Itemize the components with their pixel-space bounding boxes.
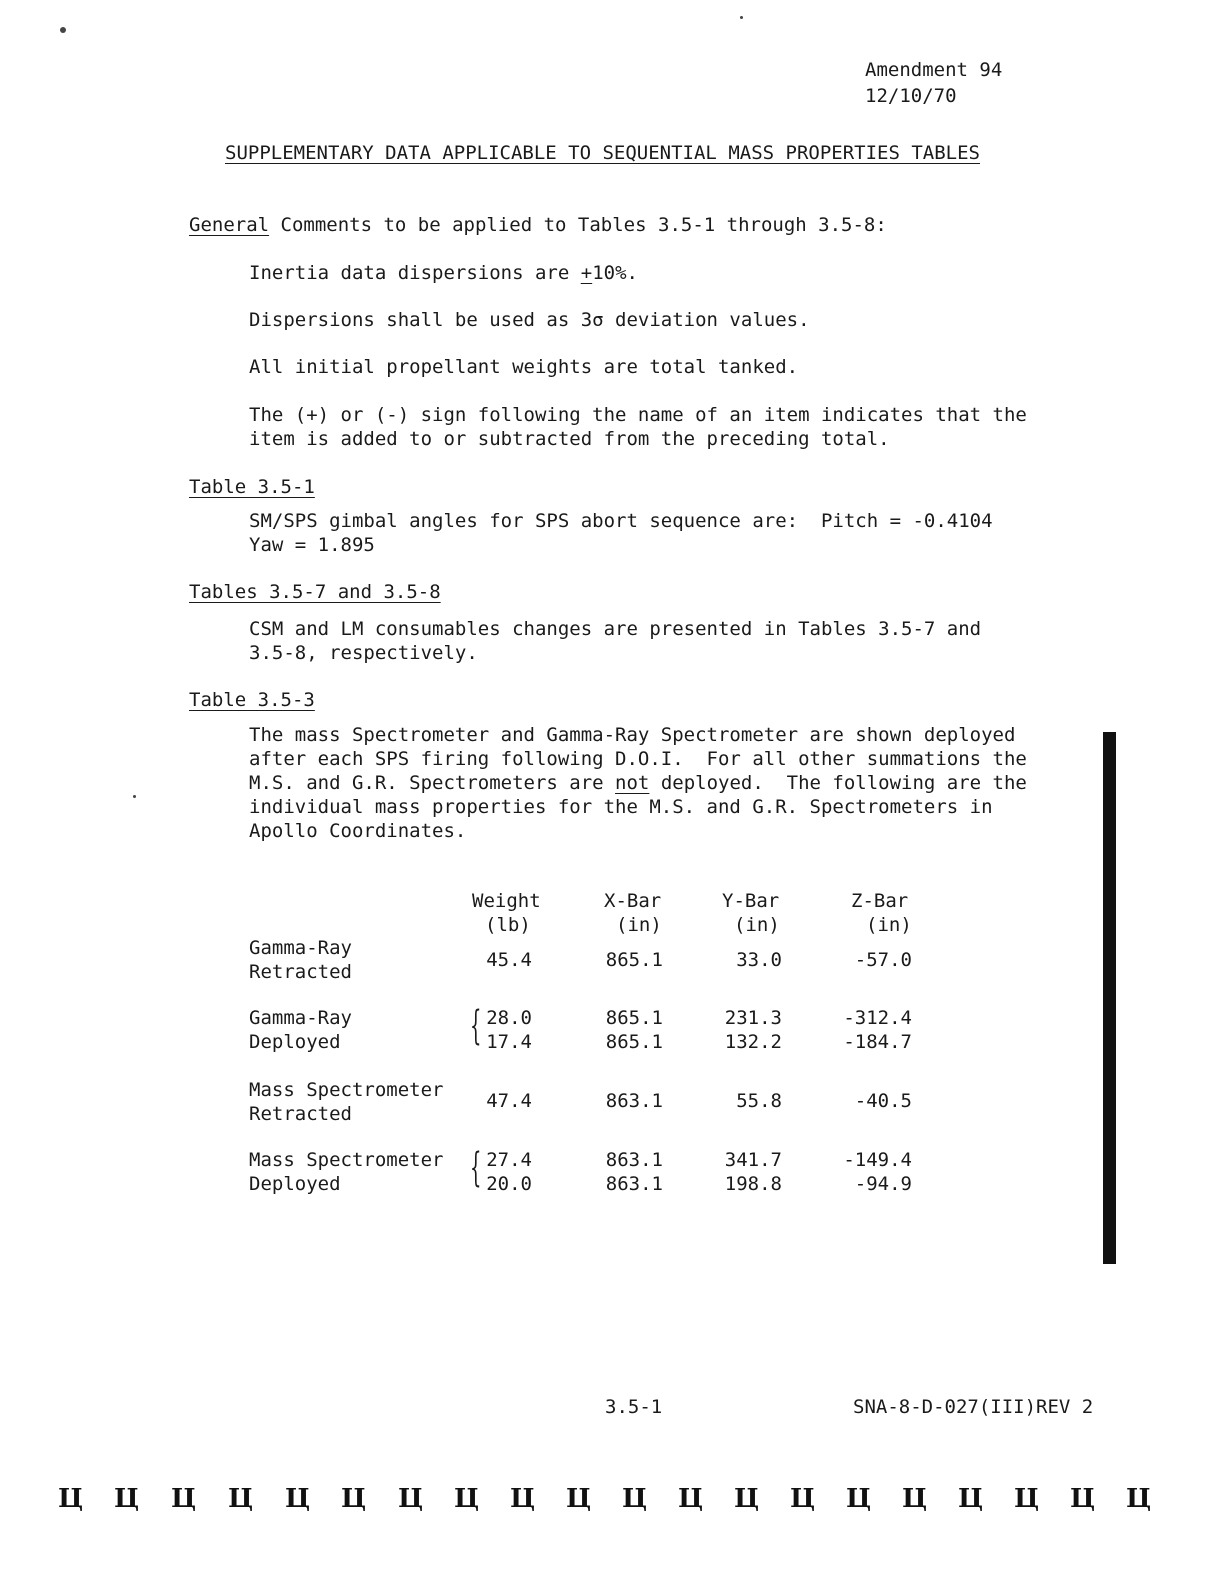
amendment-label: Amendment 94 [865,59,1003,81]
table-353-heading: Table 3.5-3 [189,689,315,711]
ybar-value: 231.3 [724,1007,782,1029]
scan-speck [60,27,66,33]
scan-mark: Ц [1014,1484,1040,1514]
scan-mark: Ц [341,1484,367,1514]
scan-mark: Ц [622,1484,648,1514]
general-heading [189,213,887,237]
scan-speck [133,795,136,798]
weight-value: 28.0 [486,1007,532,1029]
scan-mark: Ц [171,1484,197,1514]
dispersion-sigma-text: Dispersions shall be used as 3σ deviation values. [249,309,810,331]
weight-value: 20.0 [486,1173,532,1195]
ybar-value: 198.8 [724,1173,782,1195]
scan-mark: Ц [566,1484,592,1514]
row-label-line-1: Gamma-Ray [249,1007,352,1029]
row-label-line-2: Deployed [249,1173,341,1195]
weight-value: 27.4 [486,1149,532,1171]
scan-mark: Ц [228,1484,254,1514]
row-label-line-2: Retracted [249,1103,352,1125]
zbar-value: -184.7 [843,1031,912,1053]
zbar-value: -312.4 [843,1007,912,1029]
brace-icon: { [470,1145,482,1191]
brace-icon: { [470,1003,482,1049]
spectrometer-line-4: individual mass properties for the M.S. and G.R. Spectrometers in [249,796,993,818]
scan-edge-marks [58,1484,1158,1518]
inertia-suffix: 10%. [592,262,638,284]
scan-mark: Ц [902,1484,928,1514]
xbar-value: 865.1 [605,1031,663,1053]
scan-mark: Ц [846,1484,872,1514]
general-heading-rest: Comments to be applied to Tables 3.5-1 through 3.5-8: [269,214,887,236]
plus-minus-sign: + [580,262,593,284]
weight-value: 47.4 [486,1090,532,1112]
inertia-prefix: Inertia data dispersions are [249,262,581,284]
sign-convention-line-1: The (+) or (-) sign following the name of an item indicates that the [249,404,1027,426]
revision-change-bar [1103,732,1116,1264]
spectrometer-line-3b: deployed. The following are the [649,772,1027,794]
header-weight: Weight [472,890,541,912]
xbar-value: 863.1 [605,1173,663,1195]
xbar-value: 865.1 [605,949,663,971]
row-label-line-1: Mass Spectrometer [249,1079,444,1101]
xbar-value: 863.1 [605,1090,663,1112]
zbar-value: -40.5 [854,1090,912,1112]
table-351-heading: Table 3.5-1 [189,476,315,498]
spectrometer-line-3a: M.S. and G.R. Spectrometers are [249,772,616,794]
xbar-value: 865.1 [605,1007,663,1029]
scan-mark: Ц [1126,1484,1152,1514]
ybar-value: 55.8 [736,1090,782,1112]
header-xbar-unit: (in) [616,914,662,936]
document-id: SNA-8-D-027(III)REV 2 [853,1396,1094,1418]
ybar-value: 132.2 [724,1031,782,1053]
consumables-line-2: 3.5-8, respectively. [249,642,478,664]
spectrometer-line-3 [249,771,1027,795]
ybar-value: 341.7 [724,1149,782,1171]
ybar-value: 33.0 [736,949,782,971]
scan-mark: Ц [1070,1484,1096,1514]
scan-speck [740,16,743,19]
page-title: SUPPLEMENTARY DATA APPLICABLE TO SEQUENTIAL MASS PROPERTIES TABLES [225,142,980,164]
header-ybar-unit: (in) [734,914,780,936]
sign-convention-line-2: item is added to or subtracted from the preceding total. [249,428,890,450]
consumables-line-1: CSM and LM consumables changes are presented in Tables 3.5-7 and [249,618,982,640]
scan-mark: Ц [398,1484,424,1514]
zbar-value: -57.0 [854,949,912,971]
weight-value: 45.4 [486,949,532,971]
header-ybar: Y-Bar [722,890,780,912]
general-heading-word: General [189,214,270,236]
scan-mark: Ц [454,1484,480,1514]
scan-mark: Ц [58,1484,84,1514]
inertia-dispersion-text [249,261,638,285]
header-weight-unit: (lb) [485,914,531,936]
scan-mark: Ц [734,1484,760,1514]
spectrometer-line-2: after each SPS firing following D.O.I. For all other summations the [249,748,1027,770]
amendment-date: 12/10/70 [865,85,957,107]
scan-mark: Ц [114,1484,140,1514]
page-number: 3.5-1 [605,1396,663,1418]
scan-mark: Ц [958,1484,984,1514]
weight-value: 17.4 [486,1031,532,1053]
gimbal-angles-line-1: SM/SPS gimbal angles for SPS abort sequence are: Pitch = -0.4104 [249,510,993,532]
scan-mark: Ц [285,1484,311,1514]
header-zbar-unit: (in) [866,914,912,936]
zbar-value: -149.4 [843,1149,912,1171]
scan-mark: Ц [510,1484,536,1514]
header-xbar: X-Bar [604,890,662,912]
table-357-heading: Tables 3.5-7 and 3.5-8 [189,581,441,603]
propellant-weights-text: All initial propellant weights are total tanked. [249,356,799,378]
gimbal-angles-line-2: Yaw = 1.895 [249,534,375,556]
scan-mark: Ц [678,1484,704,1514]
spectrometer-line-5: Apollo Coordinates. [249,820,467,842]
header-zbar: Z-Bar [851,890,909,912]
spectrometer-line-1: The mass Spectrometer and Gamma-Ray Spectrometer are shown deployed [249,724,1016,746]
row-label-line-1: Gamma-Ray [249,937,352,959]
scan-mark: Ц [790,1484,816,1514]
xbar-value: 863.1 [605,1149,663,1171]
not-emphasis: not [615,772,650,794]
row-label-line-2: Retracted [249,961,352,983]
zbar-value: -94.9 [854,1173,912,1195]
row-label-line-1: Mass Spectrometer [249,1149,444,1171]
row-label-line-2: Deployed [249,1031,341,1053]
